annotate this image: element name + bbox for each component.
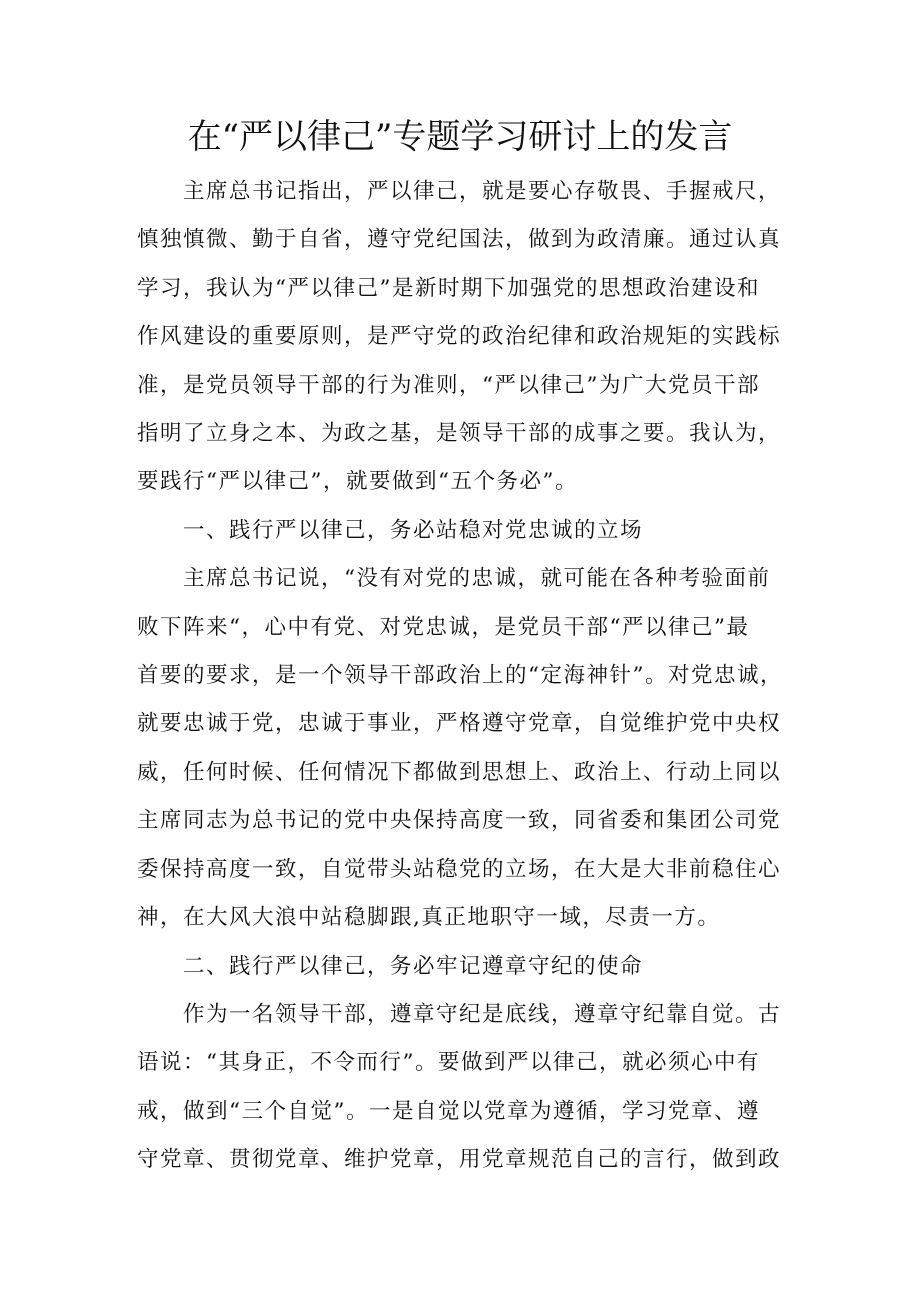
text-line: 要践行“严以律己”，就要做到“五个务必”。 (137, 469, 578, 495)
text-line: 主席同志为总书记的党中央保持高度一致，同省委和集团公司党 (137, 808, 782, 834)
paragraph-section-2 (137, 991, 792, 1185)
document-title: 在“严以律己”专题学习研讨上的发言 (187, 117, 733, 157)
text-line: 就要忠诚于党，忠诚于事业，严格遵守党章，自觉维护党中央权 (137, 711, 782, 737)
paragraph-section-1 (137, 555, 792, 942)
text-line: 学习，我认为“严以律己”是新时期下加强党的思想政治建设和 (137, 275, 760, 301)
paragraph-intro (137, 168, 792, 507)
text-line: 慎独慎微、勤于自省，遵守党纪国法，做到为政清廉。通过认真 (137, 227, 782, 253)
text-line: 作风建设的重要原则，是严守党的政治纪律和政治规矩的实践标 (137, 324, 782, 350)
text-line: 首要的要求，是一个领导干部政治上的“定海神针”。对党忠诚， (137, 663, 783, 689)
text-line: 戒，做到“三个自觉”。一是自觉以党章为遵循，学习党章、遵 (137, 1098, 760, 1124)
text-line: 主席总书记说，“没有对党的忠诚，就可能在各种考验面前 (183, 566, 771, 592)
text-line: 败下阵来“，心中有党、对党忠诚，是党员干部“严以律己”最 (137, 614, 750, 640)
text-line: 作为一名领导干部，遵章守纪是底线，遵章守纪靠自觉。古 (183, 1001, 782, 1027)
section-heading-1: 一、践行严以律己，务必站稳对党忠诚的立场 (183, 517, 644, 543)
text-line: 威，任何时候、任何情况下都做到思想上、政治上、行动上同以 (137, 759, 782, 785)
text-line: 守党章、贯彻党章、维护党章，用党章规范自己的言行，做到政 (137, 1147, 782, 1173)
text-line: 语说：“其身正，不令而行”。要做到严以律己，就必须心中有 (137, 1050, 760, 1076)
text-line: 神，在大风大浪中站稳脚跟,真正地职守一域，尽责一方。 (137, 905, 721, 931)
text-line: 准，是党员领导干部的行为准则，“严以律己”为广大党员干部 (137, 372, 760, 398)
section-heading-2: 二、践行严以律己，务必牢记遵章守纪的使命 (183, 953, 644, 979)
text-line: 主席总书记指出，严以律己，就是要心存敬畏、手握戒尺， (183, 179, 782, 204)
document-body (137, 168, 792, 1185)
text-line: 指明了立身之本、为政之基，是领导干部的成事之要。我认为， (137, 421, 782, 447)
text-line: 委保持高度一致，自觉带头站稳党的立场，在大是大非前稳住心 (137, 856, 782, 882)
